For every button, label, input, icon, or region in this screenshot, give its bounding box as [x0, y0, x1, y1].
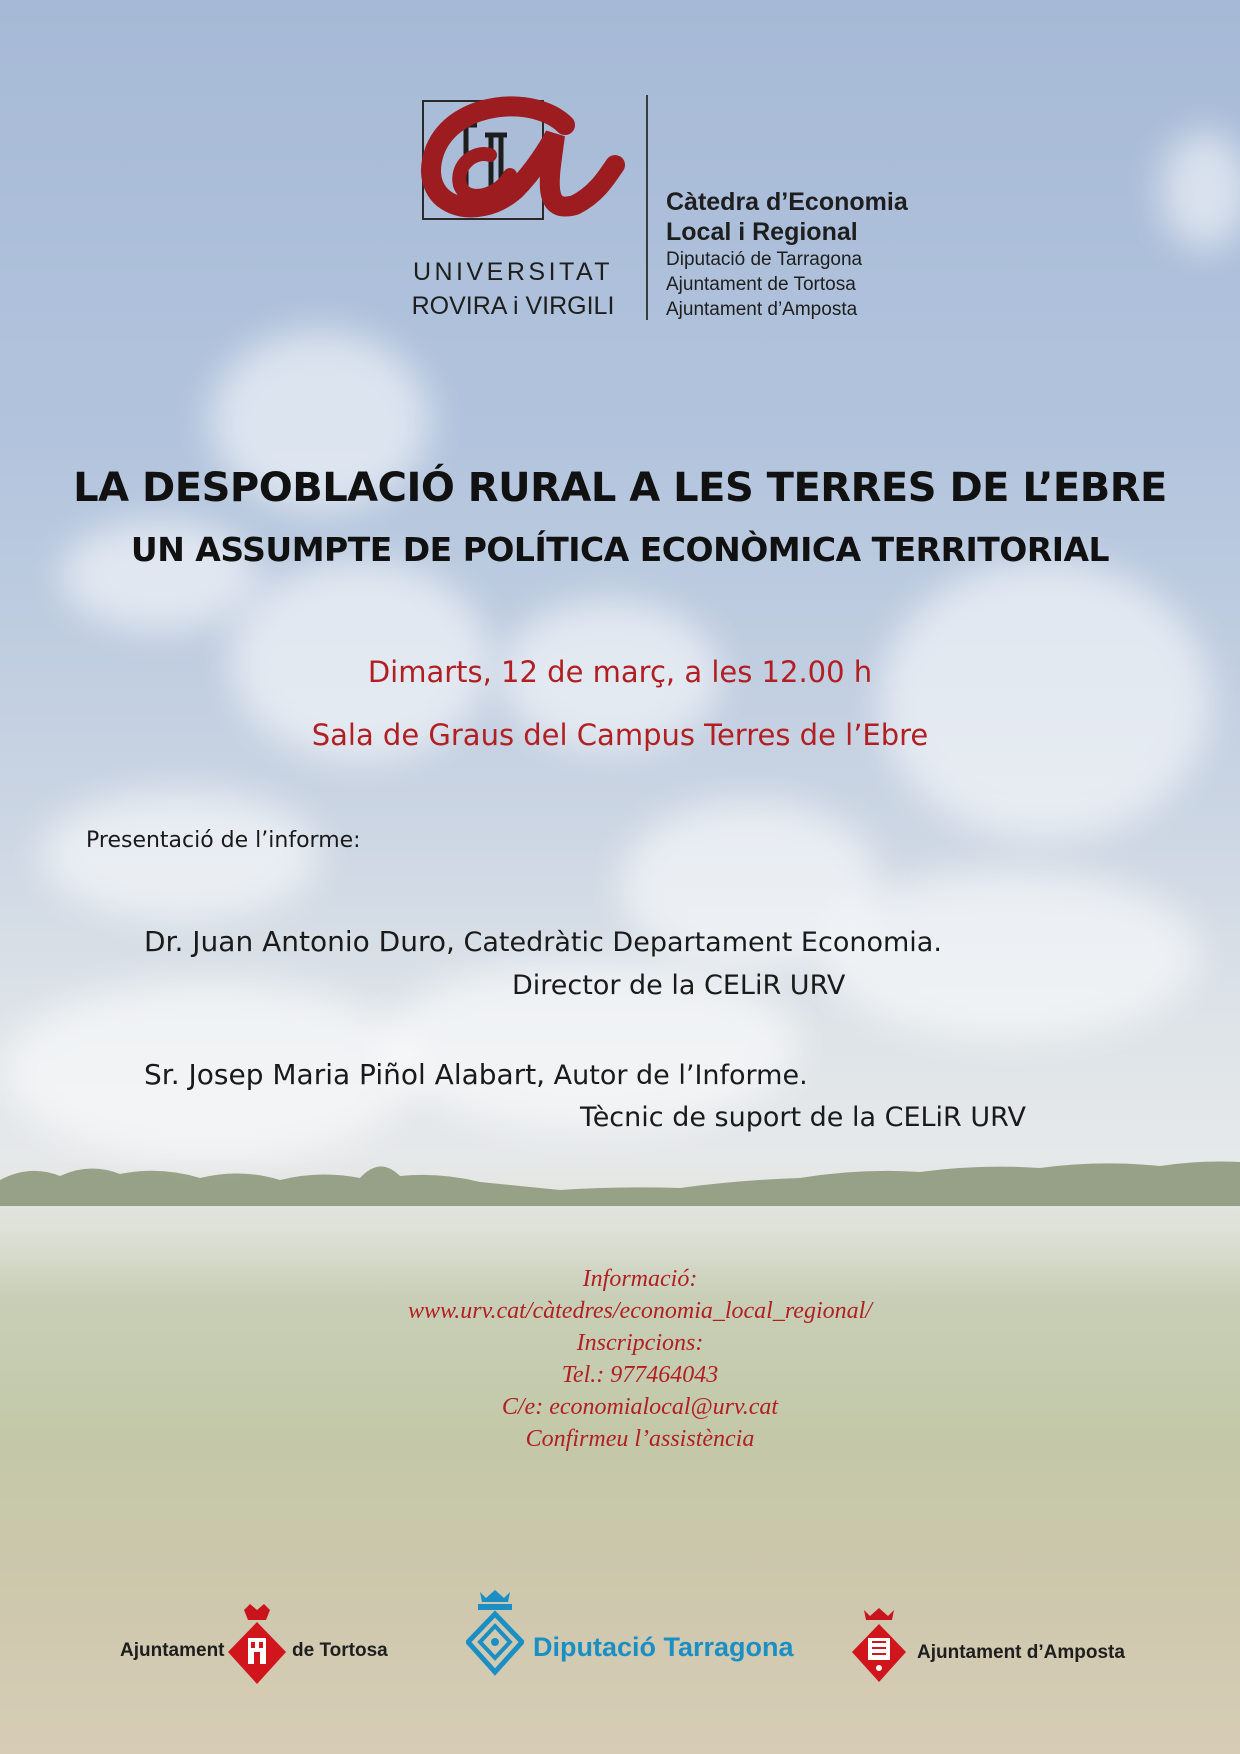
- tortosa-label-left: Ajuntament: [120, 1640, 225, 1661]
- event-title: LA DESPOBLACIÓ RURAL A LES TERRES DE L’EBRE: [73, 465, 1167, 511]
- cloud-decoration: [1160, 130, 1240, 250]
- treeline-decoration: [0, 1150, 1240, 1206]
- speaker-2-line1: [144, 1058, 808, 1091]
- sponsor-diputacio: Diputació de Tarragona: [666, 249, 863, 270]
- event-place: Sala de Graus del Campus Terres de l’Ebre: [311, 718, 929, 752]
- info-block: [320, 1263, 960, 1455]
- sponsor-tortosa: Ajuntament de Tortosa: [666, 274, 856, 295]
- info-label: Informació:: [582, 1266, 698, 1292]
- chair-name-line2: Local i Regional: [666, 218, 858, 246]
- confirm-attendance: Confirmeu l’assistència: [525, 1426, 755, 1452]
- speaker-1-line1: [144, 925, 942, 958]
- event-date: Dimarts, 12 de març, a les 12.00 h: [367, 655, 873, 689]
- sponsor-amposta: Ajuntament d’Amposta: [666, 299, 858, 320]
- speaker-1-affiliation: Director de la CELiR URV: [512, 970, 846, 1001]
- tortosa-label-right: de Tortosa: [292, 1640, 388, 1661]
- amposta-shield-icon: [850, 1604, 908, 1684]
- diputacio-name: Diputació Tarragona: [533, 1632, 794, 1662]
- chair-block: [666, 187, 986, 322]
- presentation-intro: Presentació de l’informe:: [86, 828, 361, 853]
- chair-name-line1: Càtedra d’Economia: [666, 188, 908, 216]
- cloud-decoration: [880, 560, 1210, 840]
- speaker-2-name: Sr. Josep Maria Piñol Alabart,: [144, 1058, 546, 1091]
- speaker-2-affiliation: Tècnic de suport de la CELiR URV: [580, 1102, 1026, 1133]
- registration-label: Inscripcions:: [576, 1330, 704, 1356]
- info-url-link[interactable]: www.urv.cat/càtedres/economia_local_regional/: [408, 1298, 872, 1324]
- university-name-line2: ROVIRA i VIRGILI: [411, 292, 615, 320]
- cloud-decoration: [40, 790, 320, 920]
- email-link[interactable]: C/e: economialocal@urv.cat: [501, 1394, 779, 1420]
- urv-logo-icon: [415, 95, 630, 245]
- speaker-2-role: Autor de l’Informe.: [553, 1060, 808, 1091]
- tortosa-shield-icon: [226, 1602, 288, 1686]
- amposta-name: Ajuntament d’Amposta: [917, 1642, 1125, 1663]
- university-name-line1: UNIVERSITAT: [412, 258, 614, 286]
- speaker-1-name: Dr. Juan Antonio Duro,: [144, 925, 455, 958]
- phone-number: Tel.: 977464043: [561, 1362, 719, 1388]
- header-divider: [646, 95, 648, 320]
- speaker-1-role: Catedràtic Departament Economia.: [463, 927, 942, 958]
- event-subtitle: UN ASSUMPTE DE POLÍTICA ECONÒMICA TERRITORIAL: [130, 530, 1110, 569]
- diputacio-emblem-icon: [466, 1588, 524, 1676]
